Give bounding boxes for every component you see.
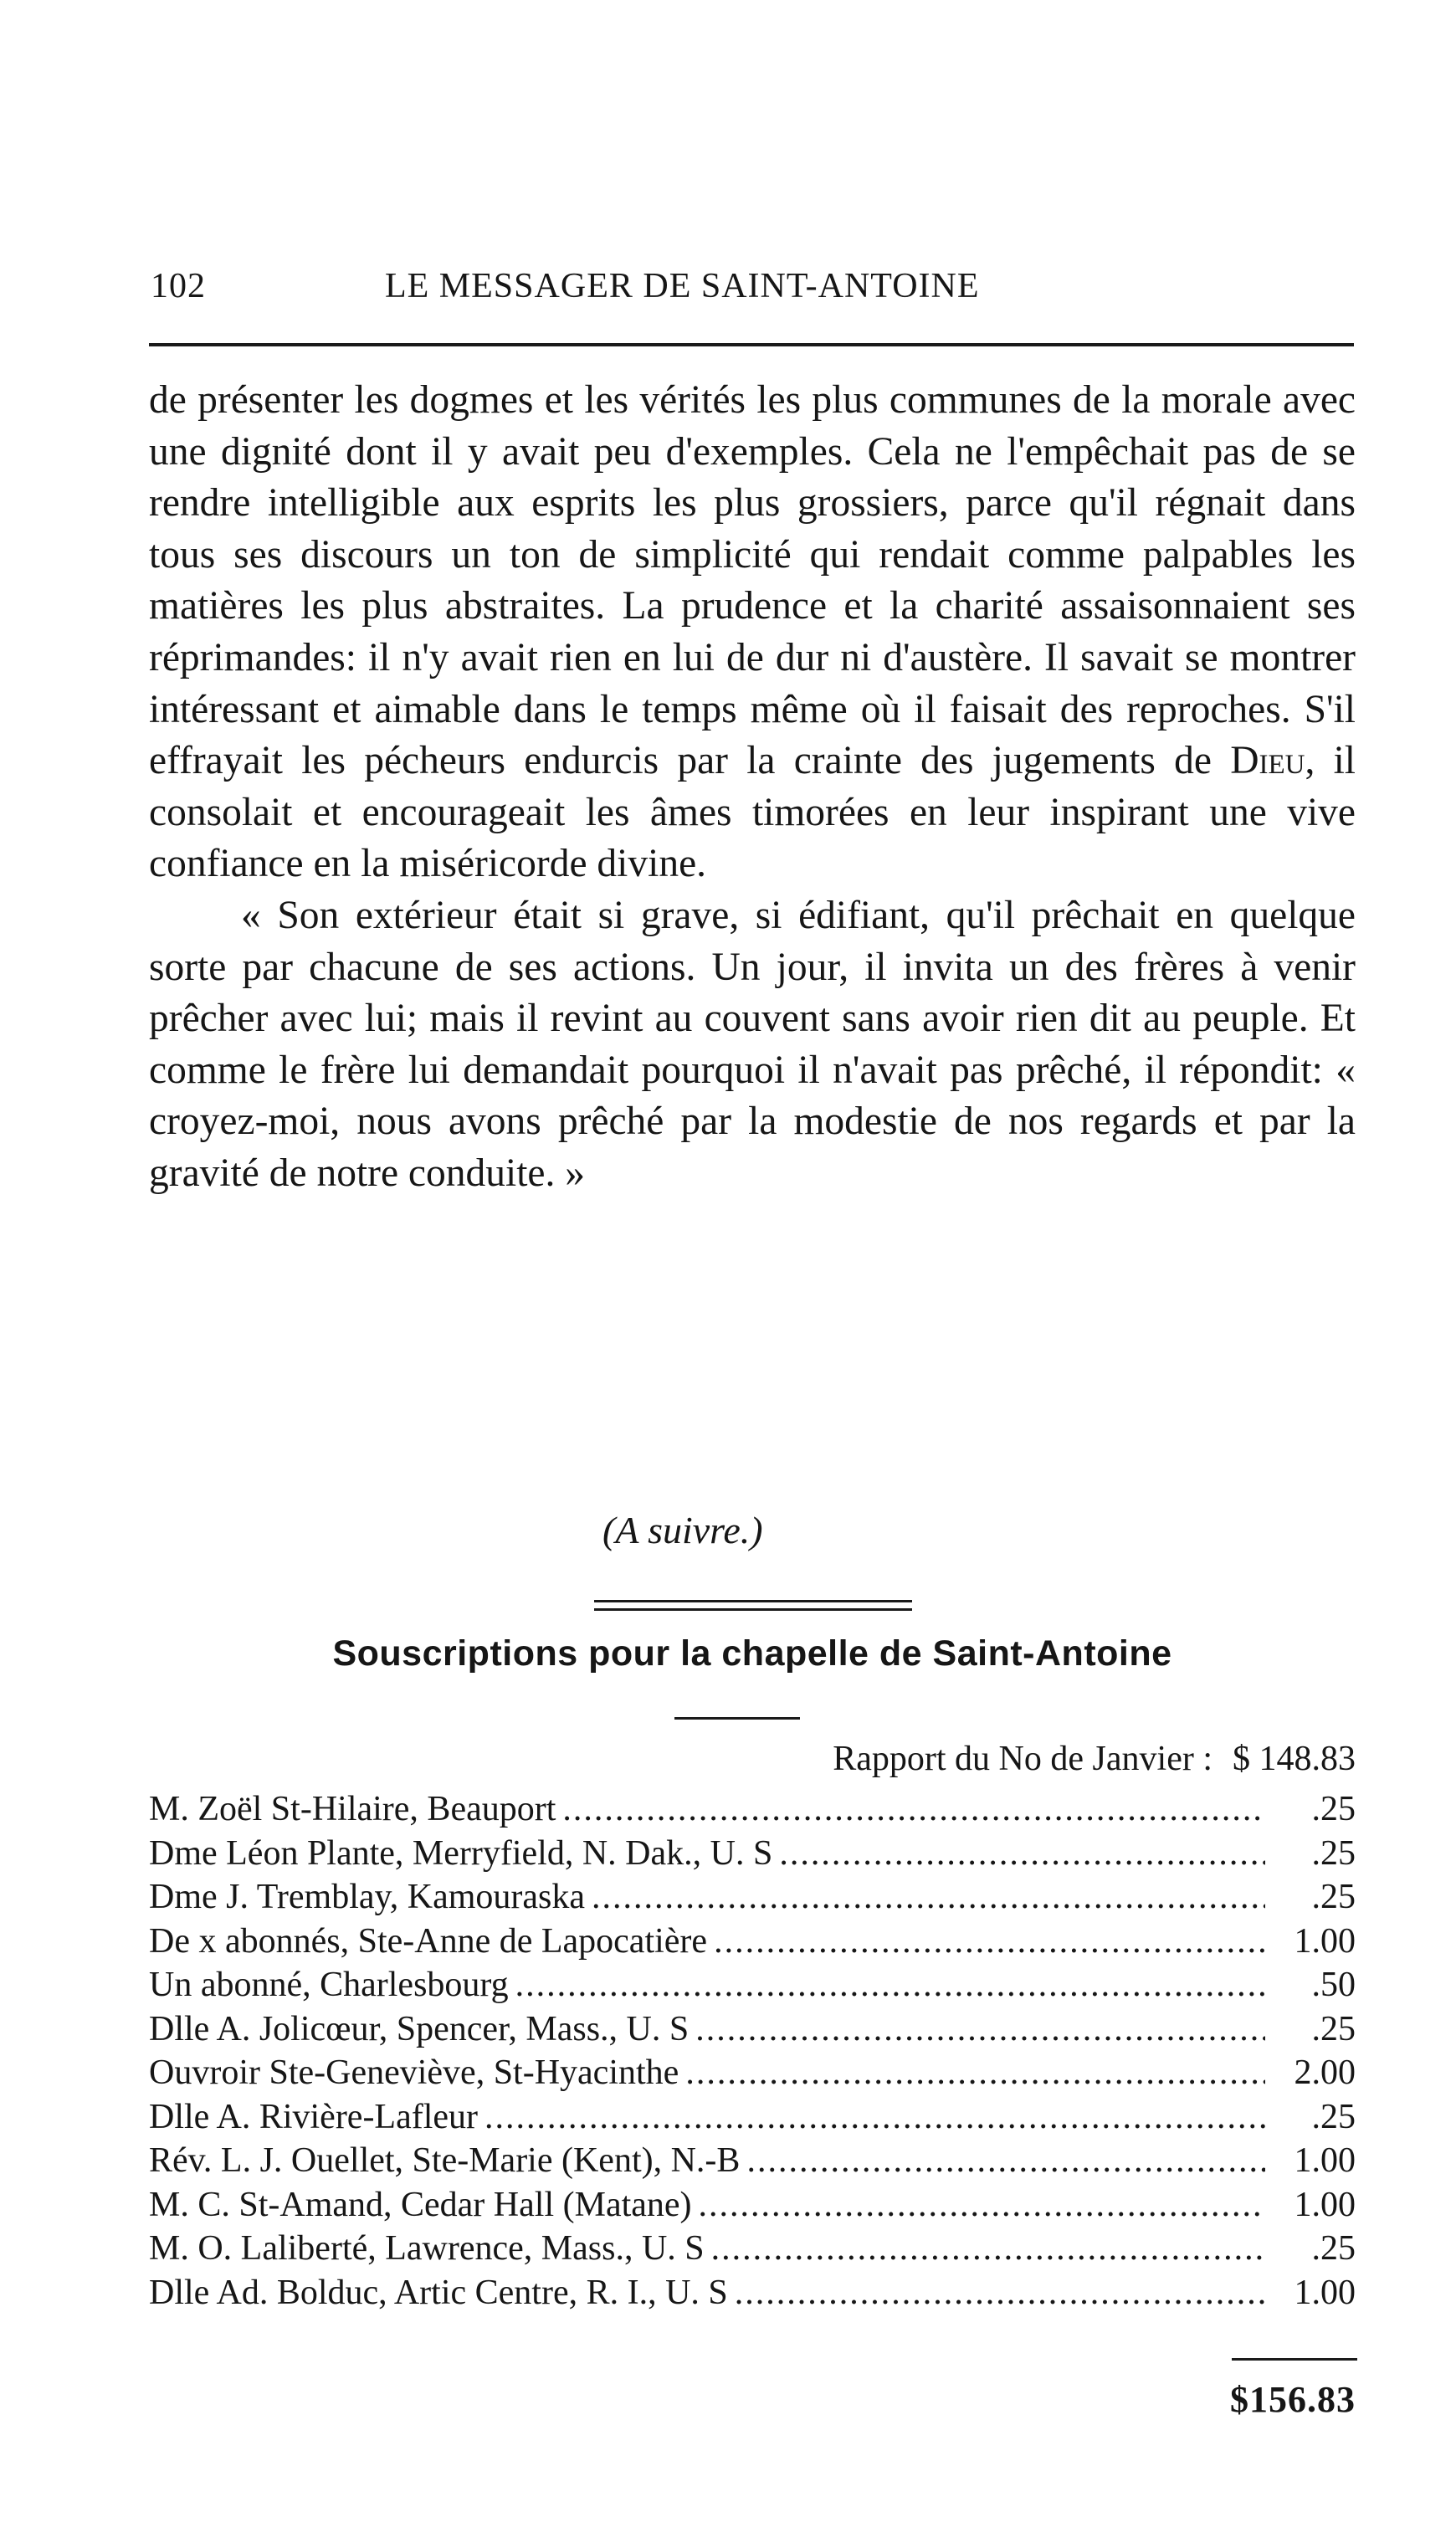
subscription-amount: .25	[1311, 2009, 1356, 2048]
subscriber-name: M. O. Laliberté, Lawrence, Mass., U. S	[149, 2229, 705, 2268]
header-rule	[149, 343, 1354, 346]
subscription-amount: 1.00	[1294, 2185, 1356, 2224]
dot-leader	[592, 1877, 1265, 1917]
paragraph-1-dieu: Dieu	[1230, 739, 1305, 783]
dot-leader	[699, 2185, 1265, 2225]
subscription-amount: .25	[1311, 2097, 1356, 2136]
subscriber-name: Dlle A. Rivière-Lafleur	[149, 2097, 479, 2136]
subscription-amount: 1.00	[1294, 2141, 1356, 2180]
paragraph-2: « Son extérieur était si grave, si édifiant, qu'il prêchait en quelque sorte par chacune de ses actions. Un jour, il invita un des frères à venir prêcher avec lui; mais il revint au couvent sans avoir rien dit au peuple. Et comme le frère lui demandait pourquoi il n'avait pas prêché, il répondit: « croyez-moi, nous avons prêché par la modestie de nos regards et par la gravité de notre conduite. »	[149, 893, 1356, 1195]
section-divider-top	[594, 1600, 912, 1602]
dot-leader	[685, 2053, 1265, 2093]
subscription-amount: .25	[1311, 1833, 1356, 1873]
subscription-amount: .50	[1311, 1966, 1356, 2004]
subscriber-name: Dlle A. Jolicœur, Spencer, Mass., U. S	[149, 2009, 690, 2048]
page-number: 102	[151, 267, 206, 305]
dot-leader	[714, 1921, 1265, 1961]
subscription-amount: 1.00	[1294, 1921, 1356, 1961]
subscriber-name: De x abonnés, Ste-Anne de Lapocatière	[149, 1921, 708, 1961]
section-divider-bottom	[594, 1608, 912, 1611]
subscription-list	[149, 1789, 1356, 2316]
subscriber-name: Dme J. Tremblay, Kamouraska	[149, 1878, 586, 1916]
list-item	[149, 2097, 1356, 2141]
subscription-amount: .25	[1311, 2229, 1356, 2268]
subscriber-name: Ouvroir Ste-Geneviève, St-Hyacinthe	[149, 2053, 679, 2092]
subscriber-name: Dlle Ad. Bolduc, Artic Centre, R. I., U. S	[149, 2273, 728, 2312]
body-text	[149, 375, 1356, 1200]
report-amount: $ 148.83	[1233, 1740, 1356, 1778]
title-rule	[674, 1717, 800, 1720]
subscription-amount: .25	[1311, 1878, 1356, 1916]
report-line	[586, 1739, 1356, 1779]
subscriber-name: Rév. L. J. Ouellet, Ste-Marie (Kent), N.-B	[149, 2141, 741, 2180]
subscriber-name: M. C. St-Amand, Cedar Hall (Matane)	[149, 2185, 692, 2224]
list-item	[149, 2185, 1356, 2229]
subscription-amount: 2.00	[1294, 2053, 1356, 2092]
dot-leader	[515, 1965, 1265, 2005]
subscriptions-total: $156.83	[1230, 2379, 1356, 2420]
list-item	[149, 1789, 1356, 1833]
dot-leader	[779, 1833, 1265, 1874]
subscriptions-title: Souscriptions pour la chapelle de Saint-Antoine	[332, 1633, 1172, 1674]
dot-leader	[562, 1789, 1265, 1829]
dot-leader	[695, 2009, 1265, 2049]
subscription-amount: .25	[1311, 1790, 1356, 1828]
list-item	[149, 2140, 1356, 2185]
subscription-amount: 1.00	[1294, 2273, 1356, 2312]
list-item	[149, 1833, 1356, 1878]
total-rule	[1232, 2358, 1357, 2361]
dot-leader	[746, 2140, 1265, 2181]
subscriber-name: M. Zoël St-Hilaire, Beauport	[149, 1790, 556, 1828]
list-item	[149, 2228, 1356, 2273]
paragraph-1-text-a: de présenter les dogmes et les vérités les plus communes de la morale avec une dignité dont il y avait peu d'exemples. Cela ne l'empêchait pas de se rendre intelligible aux esprits les plus grossiers, parce qu'il régnait dans tous ses discours un ton de simplicité qui rendait comme palpables les matières les plus abstraites. La prudence et la charité assaisonnaient ses réprimandes: il n'y avait rien en lui de dur ni d'austère. Il savait se montrer intéressant et aimable dans le temps même où il faisait des reproches. S'il effrayait les pécheurs endurcis par la crainte des jugements de	[149, 378, 1356, 783]
paragraph-1-text-b: , il consolait et encourageait les âmes timorées en leur inspirant une vive confiance en la miséricorde divine.	[149, 739, 1356, 886]
dot-leader	[735, 2273, 1265, 2313]
report-label: Rapport du No de Janvier :	[833, 1740, 1212, 1778]
subscriber-name: Dme Léon Plante, Merryfield, N. Dak., U. S	[149, 1833, 773, 1873]
list-item	[149, 1921, 1356, 1966]
running-header	[151, 266, 1356, 316]
dot-leader	[711, 2228, 1265, 2269]
list-item	[149, 2053, 1356, 2097]
list-item	[149, 2273, 1356, 2317]
paragraph-1	[149, 375, 1356, 890]
to-follow-note: (A suivre.)	[602, 1509, 763, 1551]
list-item	[149, 1965, 1356, 2009]
list-item	[149, 1877, 1356, 1921]
list-item	[149, 2009, 1356, 2053]
dot-leader	[484, 2097, 1265, 2137]
running-title: LE MESSAGER DE SAINT-ANTOINE	[385, 267, 980, 305]
subscriber-name: Un abonné, Charlesbourg	[149, 1966, 509, 2004]
